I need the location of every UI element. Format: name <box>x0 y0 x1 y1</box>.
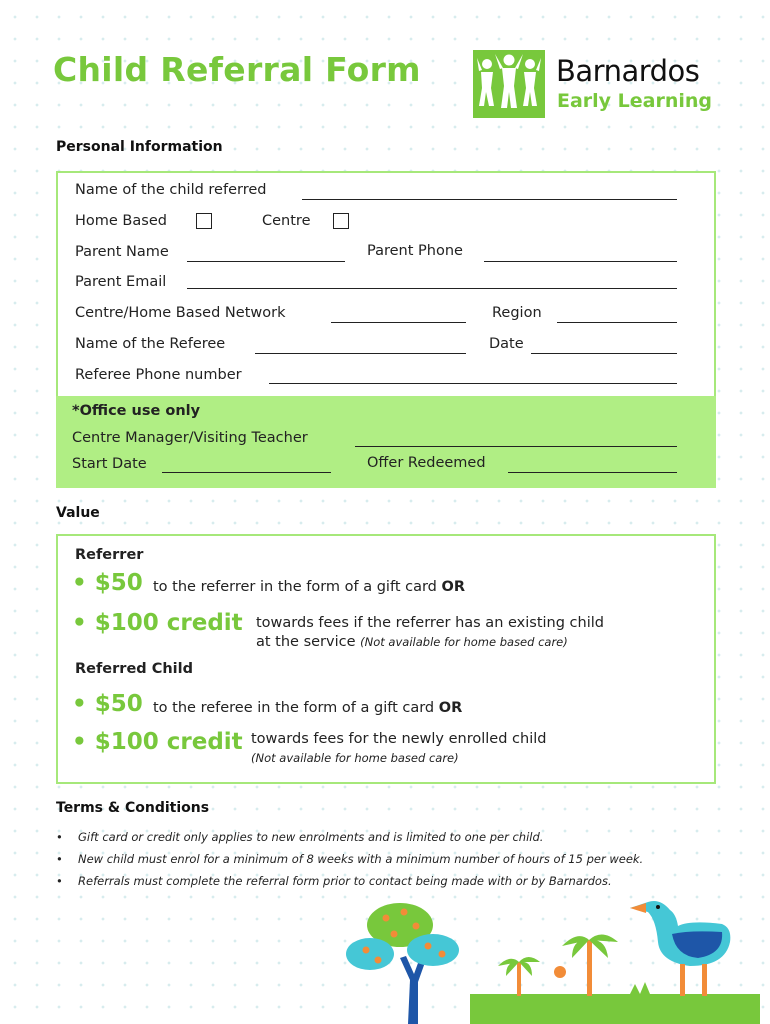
offer-redeemed-label: Offer Redeemed <box>367 455 486 471</box>
referrer-amount-50: $50 <box>94 570 143 596</box>
network-field[interactable] <box>331 322 466 323</box>
parent-phone-field[interactable] <box>484 261 677 262</box>
referee-phone-label: Referee Phone number <box>75 367 242 383</box>
referred-child-heading: Referred Child <box>75 661 193 677</box>
start-date-label: Start Date <box>72 456 147 472</box>
parent-phone-label: Parent Phone <box>367 243 463 259</box>
logo-name: Barnardos <box>556 54 700 88</box>
parent-name-label: Parent Name <box>75 244 169 260</box>
home-based-label: Home Based <box>75 213 167 229</box>
offer-redeemed-field[interactable] <box>508 472 677 473</box>
date-field[interactable] <box>531 353 677 354</box>
child-name-field[interactable] <box>302 199 677 200</box>
logo-subtitle: Early Learning <box>557 90 713 112</box>
parent-email-label: Parent Email <box>75 274 167 290</box>
parent-email-field[interactable] <box>187 288 677 289</box>
parent-name-field[interactable] <box>187 261 345 262</box>
home-based-checkbox[interactable] <box>196 213 212 229</box>
bird-icon <box>630 901 730 996</box>
referrer-option-2-note: (Not available for home based care) <box>360 635 568 649</box>
date-label: Date <box>489 336 524 352</box>
personal-info-heading: Personal Information <box>56 139 223 155</box>
start-date-field[interactable] <box>162 472 331 473</box>
terms-item: • Referrals must complete the referral form prior to contact being made with or by Barnardos. <box>56 874 612 888</box>
referee-name-label: Name of the Referee <box>75 336 226 352</box>
terms-heading: Terms & Conditions <box>56 800 210 816</box>
value-heading: Value <box>56 505 100 521</box>
centre-label: Centre <box>262 213 311 229</box>
centre-checkbox[interactable] <box>333 213 349 229</box>
referrer-option-1-text: to the referrer in the form of a gift card OR <box>153 579 465 595</box>
referee-name-field[interactable] <box>255 353 466 354</box>
grass-icon <box>470 994 760 1024</box>
referrer-option-1: • $50 <box>72 570 143 596</box>
referred-option-1: • $50 <box>72 691 143 717</box>
tree-icon <box>346 903 459 1024</box>
referred-option-2: • $100 credit <box>72 729 243 755</box>
barnardos-logo-mark <box>473 50 545 118</box>
manager-label: Centre Manager/Visiting Teacher <box>72 430 308 446</box>
referred-option-2-note: (Not available for home based care) <box>251 751 459 765</box>
referee-phone-field[interactable] <box>269 383 677 384</box>
referrer-amount-100: $100 credit <box>94 610 243 636</box>
referrer-option-2: • $100 credit <box>72 610 243 636</box>
terms-item: • Gift card or credit only applies to new enrolments and is limited to one per child. <box>56 830 544 844</box>
child-name-label: Name of the child referred <box>75 182 267 198</box>
referred-amount-50: $50 <box>94 691 143 717</box>
nature-illustration <box>330 890 760 1024</box>
ball-icon <box>554 966 566 978</box>
referred-option-1-text: to the referee in the form of a gift card OR <box>153 700 463 716</box>
referrer-option-2-text: towards fees if the referrer has an existing child <box>256 615 604 631</box>
referrer-heading: Referrer <box>75 547 144 563</box>
manager-field[interactable] <box>355 446 677 447</box>
region-label: Region <box>492 305 542 321</box>
palm-tree-icon <box>498 934 618 996</box>
referred-option-2-text: towards fees for the newly enrolled child <box>251 731 547 747</box>
terms-item: • New child must enrol for a minimum of 8 weeks with a minimum number of hours of 15 per week. <box>56 852 644 866</box>
children-figures-icon <box>473 50 545 118</box>
office-use-heading: *Office use only <box>72 403 201 419</box>
or-word: OR <box>441 579 465 595</box>
page-title: Child Referral Form <box>53 50 421 89</box>
region-field[interactable] <box>557 322 677 323</box>
referrer-option-2-text-cont: at the service (Not available for home based care) <box>256 634 568 650</box>
referred-amount-100: $100 credit <box>94 729 243 755</box>
network-label: Centre/Home Based Network <box>75 305 286 321</box>
